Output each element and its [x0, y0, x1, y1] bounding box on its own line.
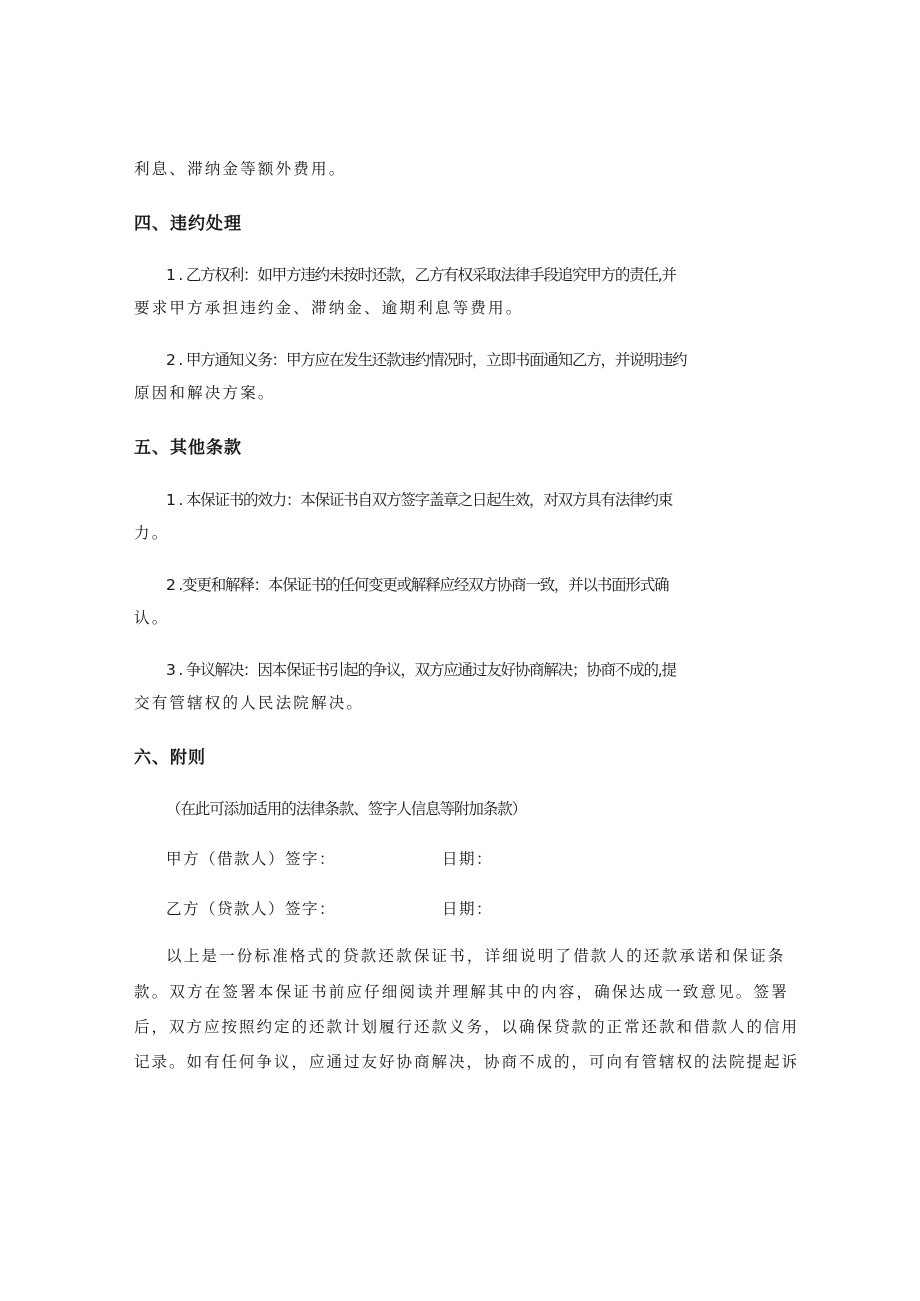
- section-4-item-2-line-1: 2 . 甲方通知义务：甲方应在发生还款违约情况时，立即书面通知乙方，并说明违约: [166, 351, 687, 369]
- section-5-item-3-line-1: 3 . 争议解决：因本保证书引起的争议，双方应通过友好协商解决；协商不成的,提: [166, 661, 676, 679]
- section-5-item-1-line-1: 1 . 本保证书的效力：本保证书自双方签字盖章之日起生效，对双方具有法律约束: [166, 491, 673, 509]
- section-5-item-2-line-2: 认。: [134, 609, 170, 627]
- party-b-signature-label: 乙方（贷款人）签字：: [166, 900, 337, 918]
- section-5-item-1-line-2: 力。: [134, 524, 170, 542]
- section-5-item-2-line-1: 2 .变更和解释：本保证书的任何变更或解释应经双方协商一致，并以书面形式确: [166, 576, 669, 594]
- section-5-heading: 五、其他条款: [134, 438, 242, 458]
- section-4-item-1-line-2: 要求甲方承担违约金、滞纳金、逾期利息等费用。: [134, 299, 524, 317]
- section-4-item-2-line-2: 原因和解决方案。: [134, 384, 276, 402]
- appendix-note: （在此可添加适用的法律条款、签字人信息等附加条款）: [166, 800, 527, 818]
- section-6-heading: 六、附则: [134, 748, 206, 768]
- summary-line-4: 记录。如有任何争议，应通过友好协商解决，协商不成的，可向有管辖权的法院提起诉: [134, 1053, 800, 1071]
- continuation-text: 利息、滞纳金等额外费用。: [134, 160, 347, 178]
- summary-line-2: 款。双方在签署本保证书前应仔细阅读并理解其中的内容，确保达成一致意见。签署: [134, 983, 789, 1001]
- section-4-heading: 四、违约处理: [134, 214, 242, 234]
- section-4-item-1-line-1: 1 . 乙方权利：如甲方违约未按时还款，乙方有权采取法律手段追究甲方的责任,并: [166, 266, 676, 284]
- summary-line-3: 后，双方应按照约定的还款计划履行还款义务，以确保贷款的正常还款和借款人的信用: [134, 1018, 800, 1036]
- party-a-date-label: 日期：: [442, 850, 494, 868]
- summary-line-1: 以上是一份标准格式的贷款还款保证书，详细说明了借款人的还款承诺和保证条: [166, 947, 786, 965]
- section-5-item-3-line-2: 交有管辖权的人民法院解决。: [134, 694, 365, 712]
- party-a-signature-label: 甲方（借款人）签字：: [166, 850, 337, 868]
- party-b-date-label: 日期：: [442, 900, 494, 918]
